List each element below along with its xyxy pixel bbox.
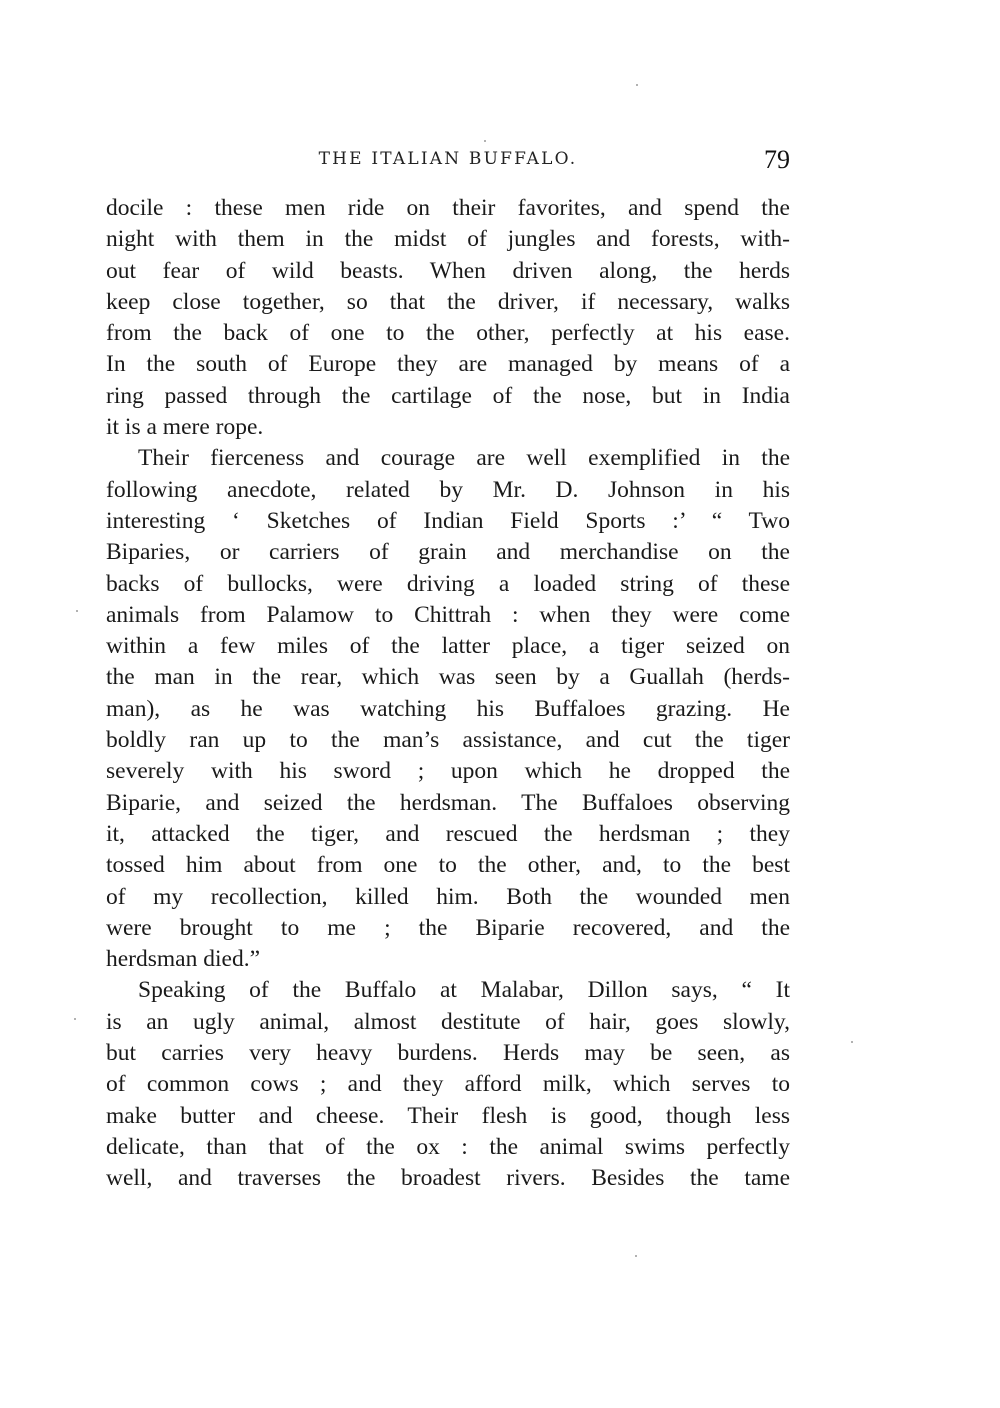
page-number: 79 xyxy=(764,145,790,174)
text-line: were brought to me ; the Biparie recovered, and the xyxy=(106,914,790,941)
text-line: night with them in the midst of jungles and forests, with- xyxy=(106,226,790,253)
text-line: out fear of wild beasts. When driven along, the herds xyxy=(106,257,790,284)
text-line: boldly ran up to the man’s assistance, and cut the tiger xyxy=(106,727,790,754)
text-line: herdsman died.” xyxy=(106,946,261,973)
scan-speck xyxy=(851,1041,853,1043)
text-line: In the south of Europe they are managed by means of a xyxy=(106,351,790,378)
text-line: it, attacked the tiger, and rescued the herdsman ; they xyxy=(106,820,790,847)
text-line: animals from Palamow to Chittrah : when they were come xyxy=(106,601,790,628)
text-line: man), as he was watching his Buffaloes grazing. He xyxy=(106,695,790,722)
scan-speck xyxy=(74,1018,76,1020)
scan-speck xyxy=(76,610,78,612)
text-line: of common cows ; and they afford milk, which serves to xyxy=(106,1071,790,1098)
running-title: THE ITALIAN BUFFALO. xyxy=(318,149,578,169)
text-line: docile : these men ride on their favorites, and spend the xyxy=(106,195,790,221)
text-line: make butter and cheese. Their flesh is good, though less xyxy=(106,1102,790,1129)
text-line: the man in the rear, which was seen by a Guallah (herds- xyxy=(106,664,790,691)
text-line: severely with his sword ; upon which he dropped the xyxy=(106,758,790,785)
text-line: of my recollection, killed him. Both the wounded men xyxy=(106,883,790,910)
text-line: Speaking of the Buffalo at Malabar, Dillon says, “ It xyxy=(138,977,790,1004)
text-line: Biparies, or carriers of grain and merchandise on the xyxy=(106,539,790,566)
text-line: following anecdote, related by Mr. D. Johnson in his xyxy=(106,476,790,503)
text-line: interesting ‘ Sketches of Indian Field Sports :’ “ Two xyxy=(106,507,790,534)
text-line: backs of bullocks, were driving a loaded string of these xyxy=(106,570,790,597)
text-line: but carries very heavy burdens. Herds may be seen, as xyxy=(106,1040,790,1067)
text-line: within a few miles of the latter place, a tiger seized on xyxy=(106,633,790,660)
text-line: Biparie, and seized the herdsman. The Buffaloes observing xyxy=(106,789,790,816)
text-line: ring passed through the cartilage of the nose, but in India xyxy=(106,382,790,409)
text-line: is an ugly animal, almost destitute of hair, goes slowly, xyxy=(106,1008,790,1035)
scan-speck xyxy=(484,140,486,142)
scan-speck xyxy=(635,1255,637,1257)
running-head xyxy=(106,145,790,175)
text-line: Their fierceness and courage are well exemplified in the xyxy=(138,445,790,472)
text-line: delicate, than that of the ox : the animal swims perfectly xyxy=(106,1133,790,1160)
text-line: tossed him about from one to the other, and, to the best xyxy=(106,852,790,879)
body-text xyxy=(106,193,790,1195)
text-line: keep close together, so that the driver, if necessary, walks xyxy=(106,288,790,315)
text-line: well, and traverses the broadest rivers. Besides the tame xyxy=(106,1165,790,1192)
text-line: it is a mere rope. xyxy=(106,414,264,441)
scan-speck xyxy=(636,84,638,86)
text-line: from the back of one to the other, perfectly at his ease. xyxy=(106,320,790,347)
